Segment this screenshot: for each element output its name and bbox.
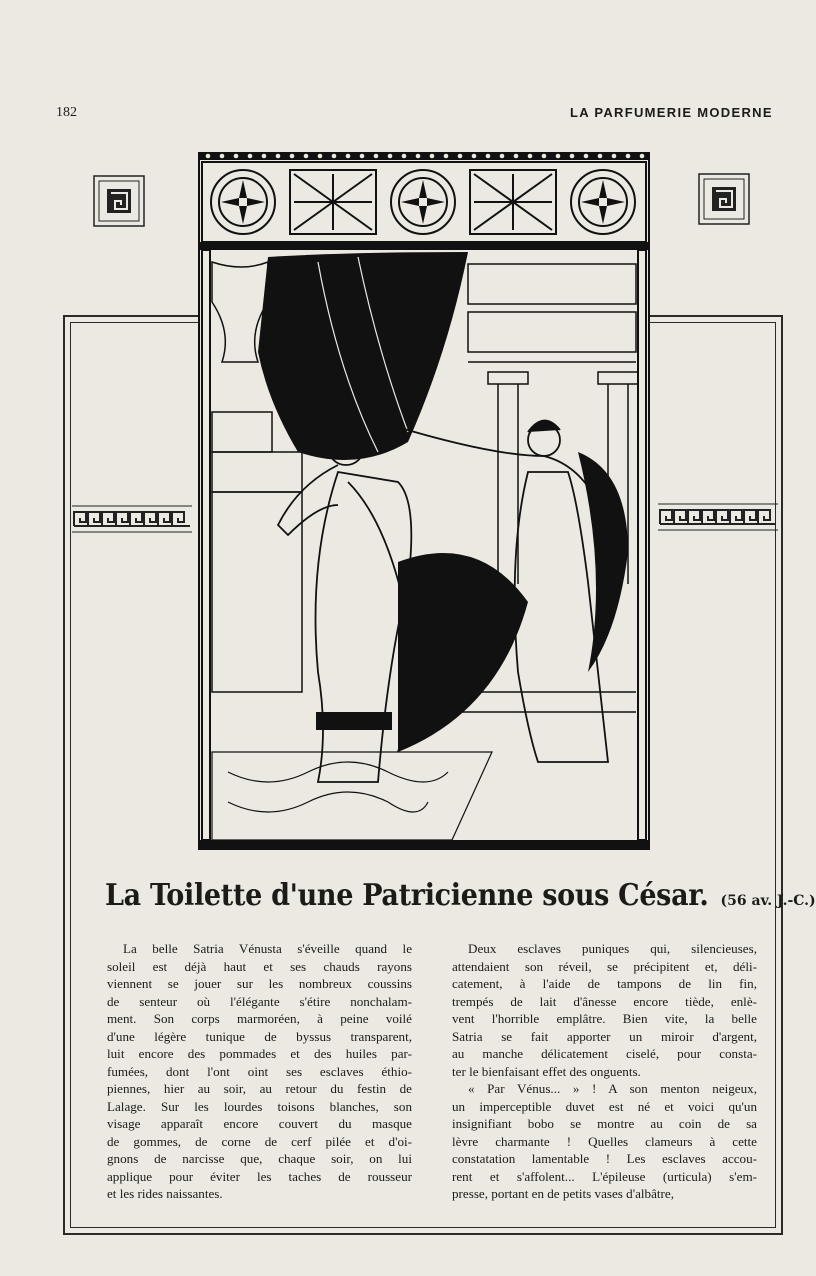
article-right-column: [452, 940, 757, 1203]
patrician-toilette-illustration: [198, 152, 650, 850]
text-line: fumées, dont l'ont oint ses esclaves éthio-: [107, 1063, 412, 1079]
article-title: La Toilette d'une Patricienne sous César.: [105, 878, 709, 913]
running-title: LA PARFUMERIE MODERNE: [570, 105, 773, 120]
text-line: insignifiant bobo se montre au coin de sa: [452, 1116, 757, 1131]
text-line: presse, portant en de petits vases d'albâtre,: [452, 1186, 674, 1201]
article-left-column: [107, 940, 412, 1203]
text-line: ter le bienfaisant effet des onguents.: [452, 1063, 641, 1079]
text-line: « Par Vénus... » ! A son menton neigeux,: [468, 1081, 757, 1096]
text-line: applique pour éviter les taches de rousseur: [107, 1168, 412, 1184]
article-date: (56 av. J.-C.): [720, 893, 816, 909]
text-line: soleil est déjà haut et ses chauds rayons: [107, 958, 412, 974]
text-line: trempés de lait d'ânesse encore tiède, enlè-: [452, 993, 757, 1009]
text-line: gnons de narcisse que, chaque soir, on lui: [107, 1151, 412, 1166]
text-line: Satria se fait apporter un miroir d'argent,: [452, 1028, 757, 1044]
greek-meander-band: [658, 502, 778, 532]
text-line: viennent se jouer sur les nombreux coussins: [107, 976, 412, 991]
text-line: rent et s'affolent... L'épileuse (urticula) s'em-: [452, 1168, 757, 1184]
text-line: au manche délicatement ciselé, pour consta-: [452, 1046, 757, 1061]
text-line: vent l'horrible emplâtre. Bien vite, la belle: [452, 1011, 757, 1026]
article-title-row: [105, 878, 816, 913]
text-line: et les rides naissantes.: [107, 1186, 223, 1201]
text-line: constatation lamentable ! Les esclaves accou-: [452, 1151, 757, 1166]
text-line: Lalage. Sur les lourdes toisons blanches, son: [107, 1098, 412, 1114]
text-line: attendaient son réveil, se précipitent et, déli-: [452, 958, 757, 974]
greek-key-square-icon: [698, 173, 750, 225]
text-line: La belle Satria Vénusta s'éveille quand le: [123, 941, 412, 956]
text-line: ment. Son corps marmoréen, à peine voilé: [107, 1011, 412, 1026]
text-line: luit encore des pommades et des huiles par-: [107, 1046, 412, 1061]
text-line: de gommes, de corne de cerf pilée et d'oi-: [107, 1133, 412, 1149]
text-line: lèvre charmante ! Quelles clameurs à cette: [452, 1133, 757, 1149]
text-line: catement, à l'aide de tampons de lin fin,: [452, 976, 757, 991]
text-line: visage apparaît encore couvert du masque: [107, 1116, 412, 1131]
greek-meander-band: [72, 504, 192, 534]
page-number: 182: [56, 105, 77, 120]
text-line: piennes, hier au soir, au retour du festin de: [107, 1081, 412, 1096]
text-line: Deux esclaves puniques qui, silencieuses,: [468, 941, 757, 956]
greek-key-square-icon: [93, 175, 145, 227]
text-line: d'une légère tunique de byssus transparent,: [107, 1028, 412, 1044]
text-line: de senteur où l'élégante s'étire nonchalam-: [107, 993, 412, 1009]
text-line: un imperceptible duvet est né et voici qu'un: [452, 1098, 757, 1114]
